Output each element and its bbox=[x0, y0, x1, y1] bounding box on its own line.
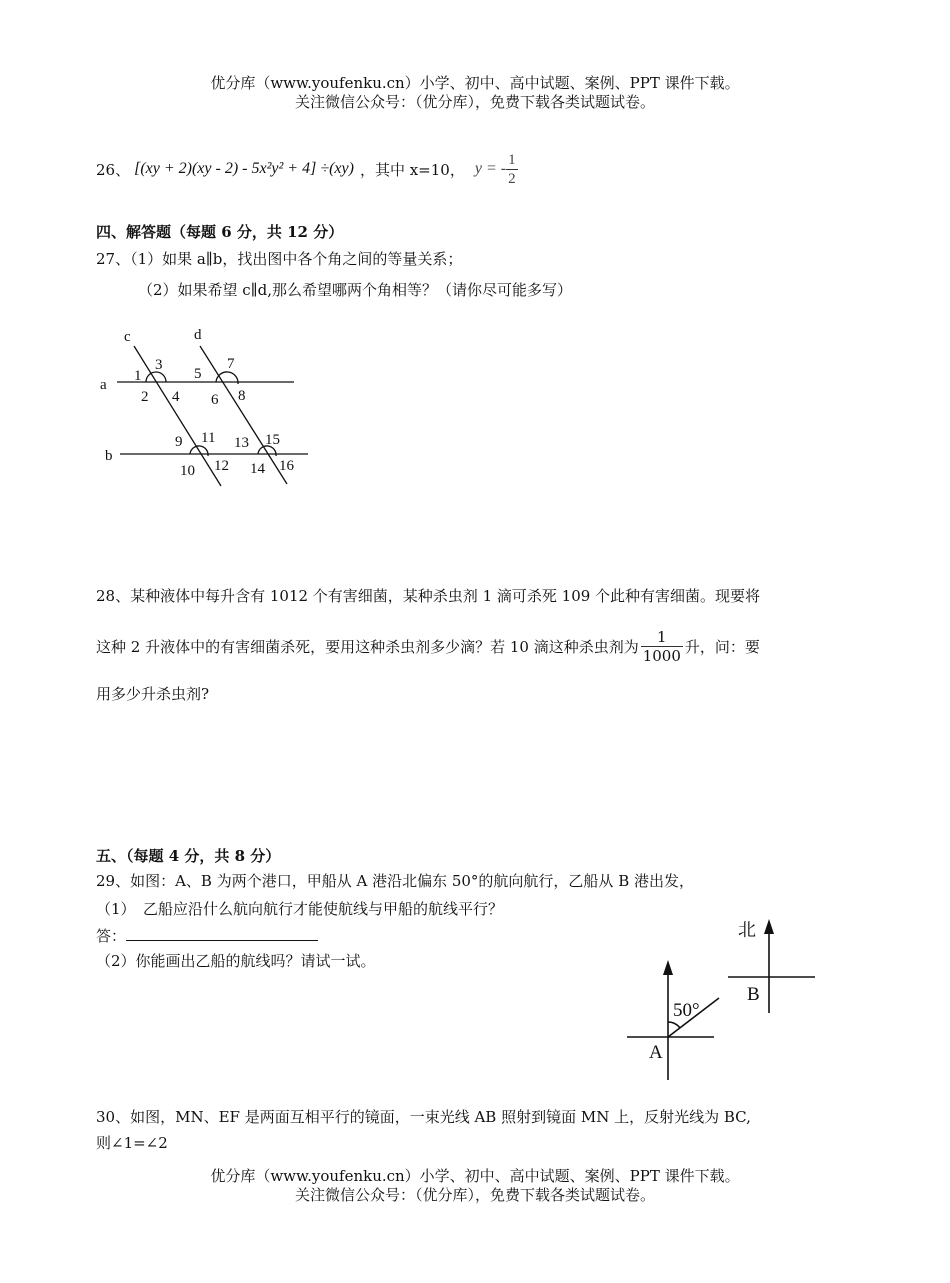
section-5-title: 五、（每题 4 分，共 8 分） bbox=[96, 847, 281, 865]
angle-label-8: 8 bbox=[238, 388, 246, 404]
angle-label-5: 5 bbox=[194, 366, 202, 382]
q30-line-1: 30、如图，MN、EF 是两面互相平行的镜面，一束光线 AB 照射到镜面 MN 上，反射光线为 BC, bbox=[96, 1108, 751, 1126]
north-arrow-b bbox=[764, 919, 774, 934]
ports-figure bbox=[615, 910, 825, 1085]
q28-line-2-tail: 升，问：要 bbox=[684, 637, 760, 656]
q29-answer-label: 答： bbox=[96, 927, 127, 945]
arrowheads bbox=[663, 919, 774, 975]
q29-line-2: （1） 乙船应沿什么航向航行才能使航线与甲船的航线平行？ bbox=[96, 900, 504, 918]
q30-line-2: 则∠1=∠2 bbox=[96, 1134, 168, 1152]
angle-label-2: 2 bbox=[141, 389, 149, 405]
angle-50-label: 50° bbox=[673, 1000, 700, 1021]
label-line-d: d bbox=[194, 327, 202, 343]
header-line-2: 关注微信公众号：（优分库），免费下载各类试题试卷。 bbox=[294, 93, 655, 111]
north-arrow-a bbox=[663, 960, 673, 975]
q28-numerator: 1 bbox=[641, 628, 683, 647]
angle-label-1: 1 bbox=[134, 368, 142, 384]
angle-label-6: 6 bbox=[211, 392, 219, 408]
label-line-a: a bbox=[100, 377, 107, 393]
question-26 bbox=[96, 147, 518, 191]
angle-label-9: 9 bbox=[175, 434, 183, 450]
q28-line-1: 28、某种液体中每升含有 1012 个有害细菌，某种杀虫剂 1 滴可杀死 109 个此种有害细菌。现要将 bbox=[96, 587, 761, 605]
angle-label-4: 4 bbox=[172, 389, 180, 405]
angle-label-14: 14 bbox=[250, 461, 265, 477]
q28-line-3: 用多少升杀虫剂? bbox=[96, 685, 210, 703]
q26-y-expression: y = - bbox=[474, 160, 507, 177]
angle-label-12: 12 bbox=[214, 458, 229, 474]
q26-y-numerator: 1 bbox=[508, 151, 516, 168]
q26-y-denominator: 2 bbox=[508, 170, 516, 187]
header-line-1: 优分库（www.youfenku.cn）小学、初中、高中试题、案例、PPT 课件下载。 bbox=[210, 74, 740, 92]
angle-label-3: 3 bbox=[155, 357, 163, 373]
q28-fraction bbox=[641, 628, 683, 665]
angle-label-10: 10 bbox=[180, 463, 195, 479]
q26-expression: [(xy + 2)(xy - 2) - 5x²y² + 4] ÷(xy) bbox=[134, 160, 354, 177]
angle-label-13: 13 bbox=[234, 435, 249, 451]
q29-line-4: （2）你能画出乙船的航线吗？请试一试。 bbox=[96, 952, 376, 970]
q29-line-1: 29、如图：A、B 为两个港口，甲船从 A 港沿北偏东 50°的航向航行，乙船从 B 港出发， bbox=[96, 872, 694, 890]
parallel-lines-figure bbox=[90, 318, 320, 498]
section-4-title: 四、解答题（每题 6 分，共 12 分） bbox=[96, 223, 344, 241]
line-c bbox=[134, 346, 221, 486]
q28-line-2-text: 这种 2 升液体中的有害细菌杀死，要用这种杀虫剂多少滴？若 10 滴这种杀虫剂为 bbox=[96, 637, 639, 656]
angle-label-16: 16 bbox=[279, 458, 294, 474]
label-line-b: b bbox=[105, 448, 113, 464]
q27-line-2: （2）如果希望 c∥d,那么希望哪两个角相等？（请你尽可能多写） bbox=[138, 281, 573, 299]
q28-denominator: 1000 bbox=[642, 646, 681, 665]
angle-label-7: 7 bbox=[227, 356, 235, 372]
q26-number: 26、 bbox=[96, 160, 131, 179]
footer-line-1: 优分库（www.youfenku.cn）小学、初中、高中试题、案例、PPT 课件下载。 bbox=[210, 1167, 740, 1185]
q28-line-2 bbox=[96, 624, 760, 668]
angle-label-11: 11 bbox=[201, 430, 216, 446]
q27-line-1: 27、（1）如果 a∥b，找出图中各个角之间的等量关系； bbox=[96, 250, 463, 268]
q29-answer-blank[interactable] bbox=[126, 926, 318, 941]
q26-condition: ，其中 x=10， bbox=[359, 160, 465, 179]
north-label: 北 bbox=[738, 920, 756, 941]
q26-y-fraction bbox=[506, 151, 518, 188]
label-line-c: c bbox=[124, 329, 131, 345]
footer-line-2: 关注微信公众号：（优分库），免费下载各类试题试卷。 bbox=[294, 1186, 655, 1204]
point-b-label: B bbox=[747, 984, 760, 1005]
point-a-label: A bbox=[649, 1042, 663, 1063]
q29-answer bbox=[96, 925, 318, 946]
angle-label-15: 15 bbox=[265, 432, 280, 448]
angle-50-arc bbox=[668, 1022, 680, 1028]
